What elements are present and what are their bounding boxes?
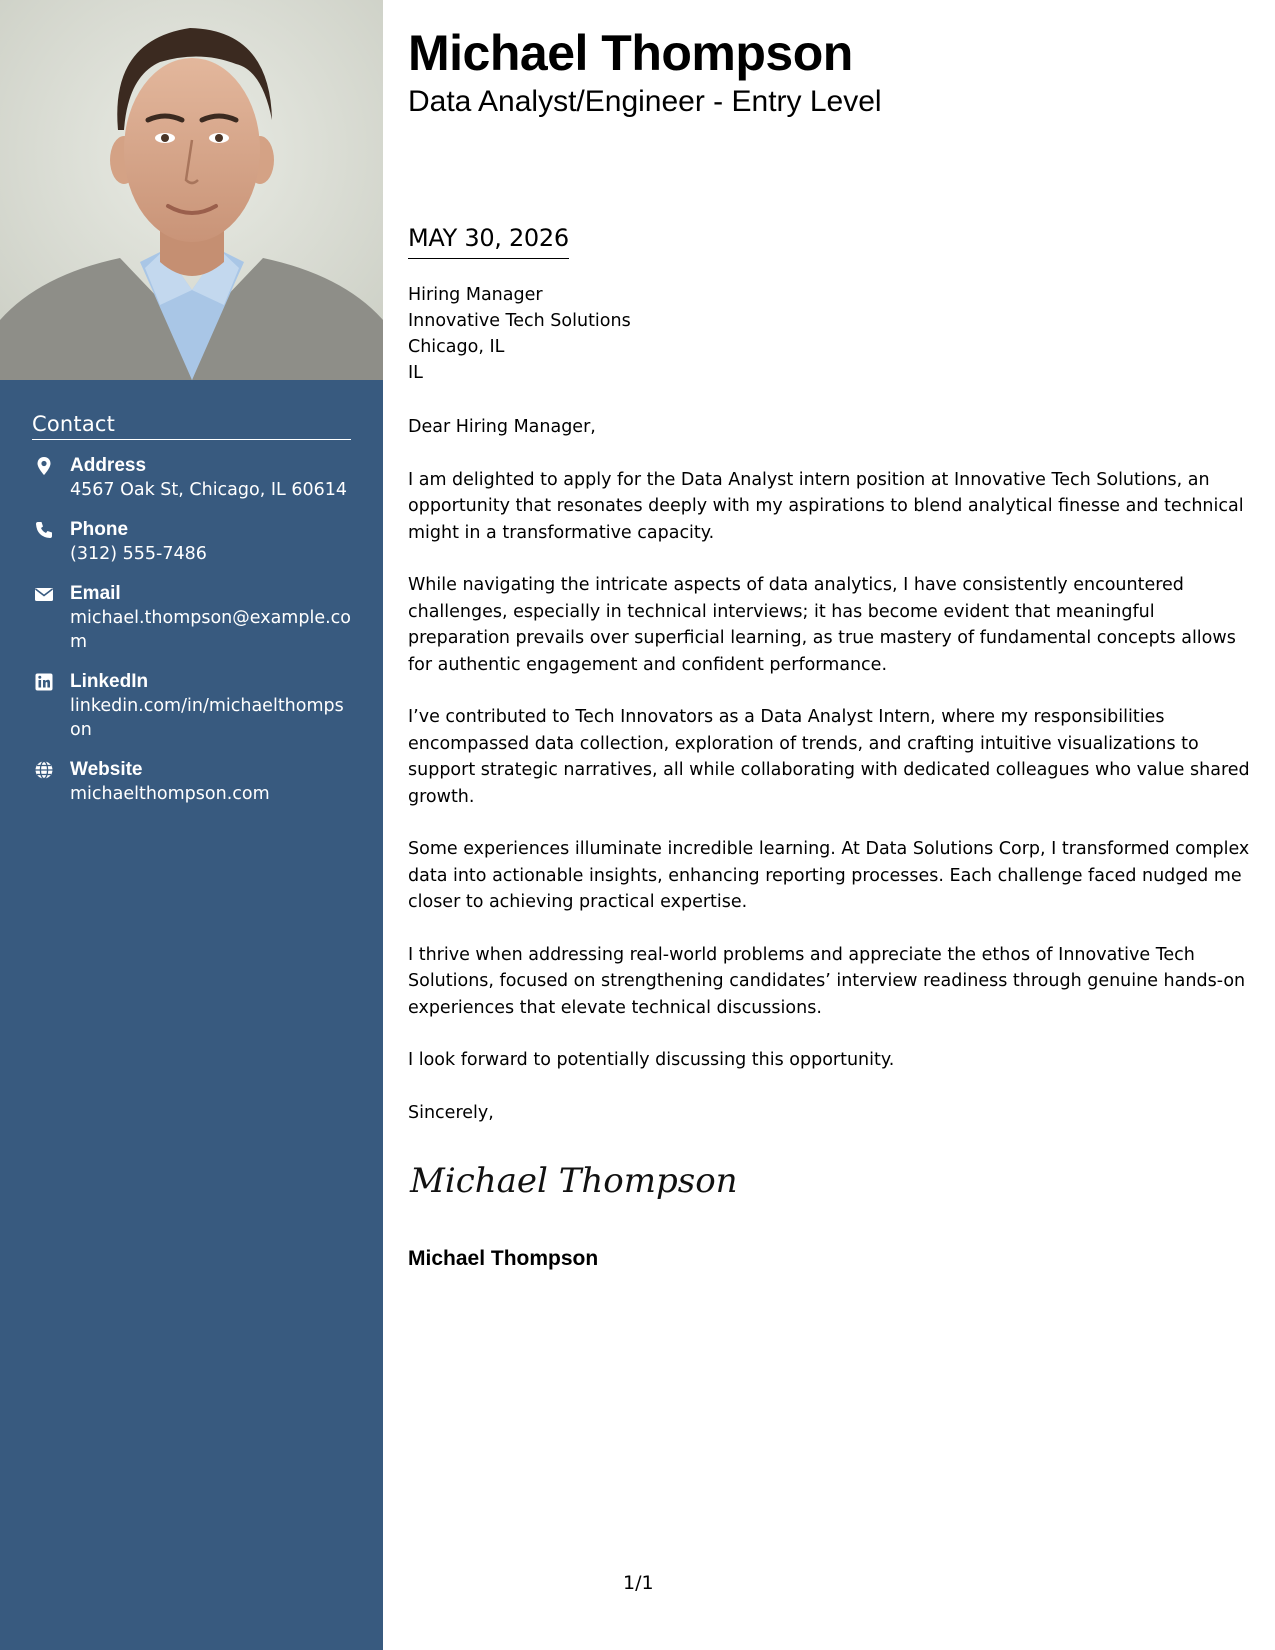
closing: Sincerely, bbox=[408, 1103, 494, 1123]
signature-text: Michael Thompson bbox=[410, 1161, 738, 1201]
recipient-line: Hiring Manager bbox=[408, 285, 543, 305]
recipient-line: Chicago, IL bbox=[408, 337, 505, 357]
contact-phone bbox=[32, 518, 351, 566]
linkedin-value[interactable]: linkedin.com/in/michaelthompson bbox=[70, 696, 344, 740]
body-paragraph: I look forward to potentially discussing this opportunity. bbox=[408, 1050, 895, 1070]
contact-label: LinkedIn bbox=[70, 671, 149, 692]
recipient-line: Innovative Tech Solutions bbox=[408, 311, 631, 331]
contact-address bbox=[32, 454, 351, 502]
profile-photo bbox=[0, 0, 383, 380]
contact-email bbox=[32, 582, 351, 654]
recipient-block bbox=[408, 282, 631, 386]
linkedin-icon bbox=[34, 672, 54, 692]
email-value[interactable]: michael.thompson@example.com bbox=[70, 608, 351, 652]
contact-label: Email bbox=[70, 583, 121, 604]
letter-body bbox=[408, 414, 1253, 1100]
body-paragraph: Some experiences illuminate incredible learning. At Data Solutions Corp, I transformed complex data into actionable insights, enhancing reporting processes. Each challenge faced nudged me closer to achieving practical expertise. bbox=[408, 839, 1250, 912]
applicant-title: Data Analyst/Engineer - Entry Level bbox=[408, 85, 882, 118]
address-value: 4567 Oak St, Chicago, IL 60614 bbox=[70, 480, 347, 500]
contact-label: Phone bbox=[70, 519, 129, 540]
contact-website bbox=[32, 758, 351, 806]
applicant-name: Michael Thompson bbox=[408, 25, 853, 81]
body-paragraph: I thrive when addressing real-world problems and appreciate the ethos of Innovative Tech Solutions, focused on strengthening candidates’ interview readiness through genuine hands-on experiences that elevate technical discussions. bbox=[408, 944, 1246, 1018]
body-paragraph: I am delighted to apply for the Data Analyst intern position at Innovative Tech Solutions, an opportunity that resonates deeply with my aspirations to blend analytical finesse and technical might in a transformative capacity. bbox=[408, 469, 1244, 543]
signed-name: Michael Thompson bbox=[408, 1247, 599, 1270]
envelope-icon bbox=[34, 584, 54, 604]
phone-value: (312) 555-7486 bbox=[70, 544, 207, 564]
contact-label: Address bbox=[70, 455, 147, 476]
letter-date: MAY 30, 2026 bbox=[408, 222, 569, 259]
sidebar bbox=[0, 0, 383, 1650]
signature bbox=[408, 1156, 738, 1206]
map-pin-icon bbox=[34, 456, 54, 476]
contact-heading: Contact bbox=[32, 412, 351, 440]
globe-icon bbox=[34, 760, 54, 780]
contact-label: Website bbox=[70, 759, 143, 780]
phone-icon bbox=[34, 520, 54, 540]
contact-linkedin bbox=[32, 670, 351, 742]
body-paragraph: I’ve contributed to Tech Innovators as a Data Analyst Intern, where my responsibilities encompassed data collection, exploration of trends, and crafting intuitive visualizations to support strategic narratives, all while collaborating with dedicated colleagues who value shared growth. bbox=[408, 707, 1250, 807]
page-number: 1/1 bbox=[623, 1572, 654, 1594]
recipient-line: IL bbox=[408, 363, 423, 383]
greeting: Dear Hiring Manager, bbox=[408, 417, 596, 437]
contact-section bbox=[32, 412, 351, 822]
body-paragraph: While navigating the intricate aspects of data analytics, I have consistently encountered challenges, especially in technical interviews; it has become evident that meaningful preparation prevails over superficial learning, as true mastery of fundamental concepts allows for authentic engagement and confident performance. bbox=[408, 575, 1236, 675]
website-value[interactable]: michaelthompson.com bbox=[70, 784, 270, 804]
